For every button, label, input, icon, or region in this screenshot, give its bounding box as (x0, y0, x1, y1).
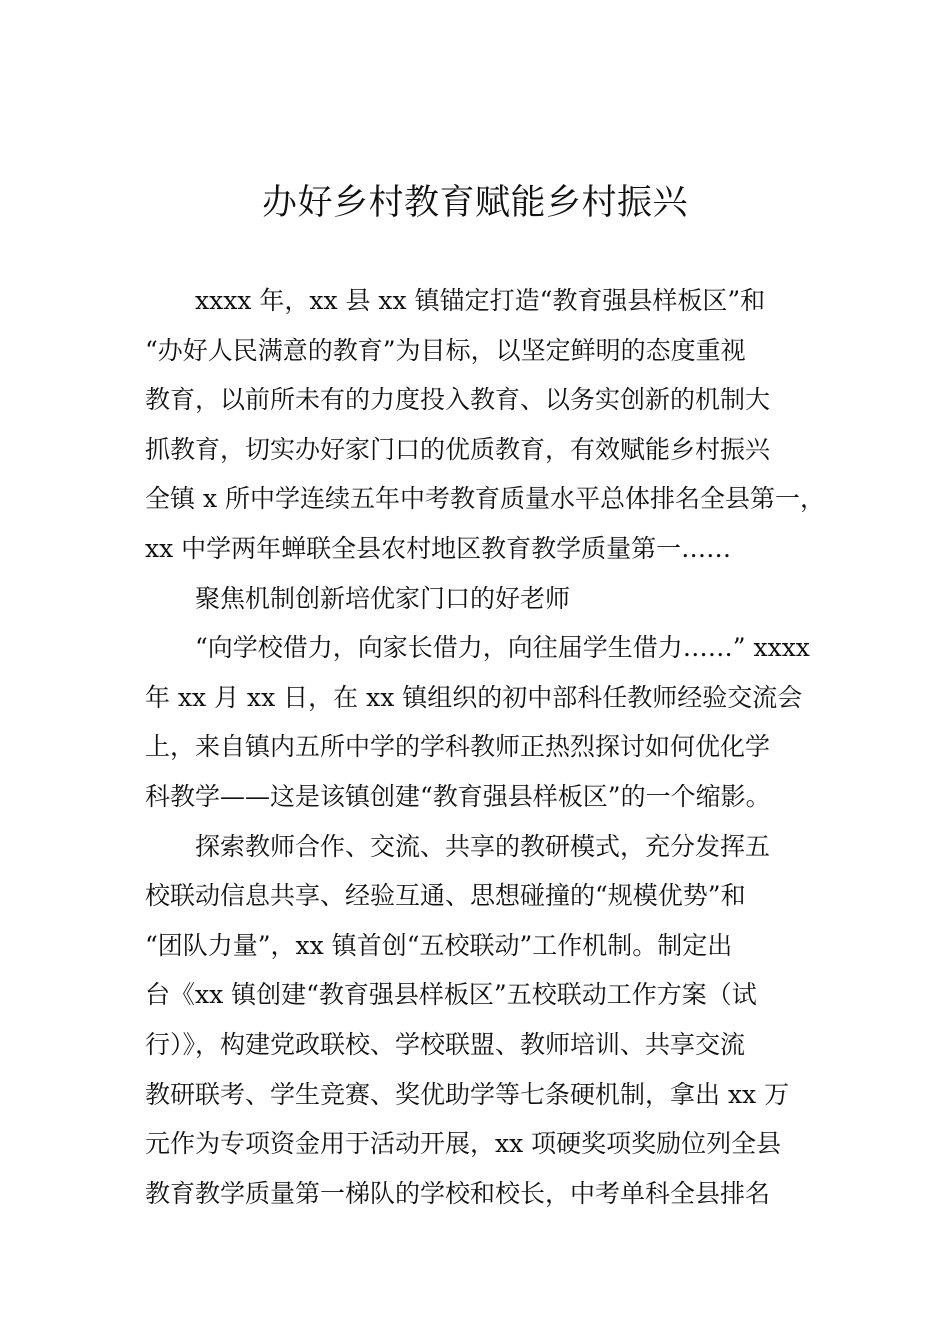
paragraph-line: 行）》，构建党政联校、学校联盟、教师培训、共享交流 (145, 1029, 746, 1059)
paragraph-line: 年 xx 月 xx 日，在 xx 镇组织的初中部科任教师经验交流会 (145, 682, 803, 712)
paragraph-line: 科教学——这是该镇创建“教育强县样板区”的一个缩影。 (145, 781, 771, 811)
paragraph-line: xx 中学两年蝉联全县农村地区教育教学质量第一…… (145, 533, 732, 563)
paragraph-line: 校联动信息共享、经验互通、思想碰撞的“规模优势”和 (145, 881, 746, 911)
paragraph-line: 全镇 x 所中学连续五年中考教育质量水平总体排名全县第一， (145, 484, 825, 514)
paragraph-line: 教研联考、学生竞赛、奖优助学等七条硬机制，拿出 xx 万 (145, 1079, 790, 1109)
paragraph-line: 元作为专项资金用于活动开展，xx 项硬奖项奖励位列全县 (145, 1129, 782, 1159)
paragraph-line: 教育教学质量第一梯队的学校和校长，中考单科全县排名 (145, 1178, 771, 1208)
document-body (145, 276, 825, 1218)
paragraph-line: 抓教育，切实办好家门口的优质教育，有效赋能乡村振兴 (145, 434, 771, 464)
paragraph-line: 上，来自镇内五所中学的学科教师正热烈探讨如何优化学 (145, 732, 771, 762)
paragraph-line: 台《xx 镇创建“教育强县样板区”五校联动工作方案（试 (145, 980, 757, 1010)
document-title: 办好乡村教育赋能乡村振兴 (261, 183, 688, 223)
paragraph-line: “团队力量”，xx 镇首创“五校联动”工作机制。制定出 (145, 930, 733, 960)
section-heading: 聚焦机制创新培优家门口的好老师 (195, 583, 571, 613)
paragraph-line: “办好人民满意的教育”为目标，以坚定鲜明的态度重视 (145, 335, 746, 365)
paragraph-line: “向学校借力，向家长借力，向往届学生借力……” xxxx (195, 633, 810, 663)
paragraph-line: xxxx 年，xx 县 xx 镇锚定打造“教育强县样板区”和 (195, 286, 766, 315)
paragraph-line: 教育，以前所未有的力度投入教育、以务实创新的机制大 (145, 385, 771, 415)
paragraph-line: 探索教师合作、交流、共享的教研模式，充分发挥五 (195, 831, 771, 861)
